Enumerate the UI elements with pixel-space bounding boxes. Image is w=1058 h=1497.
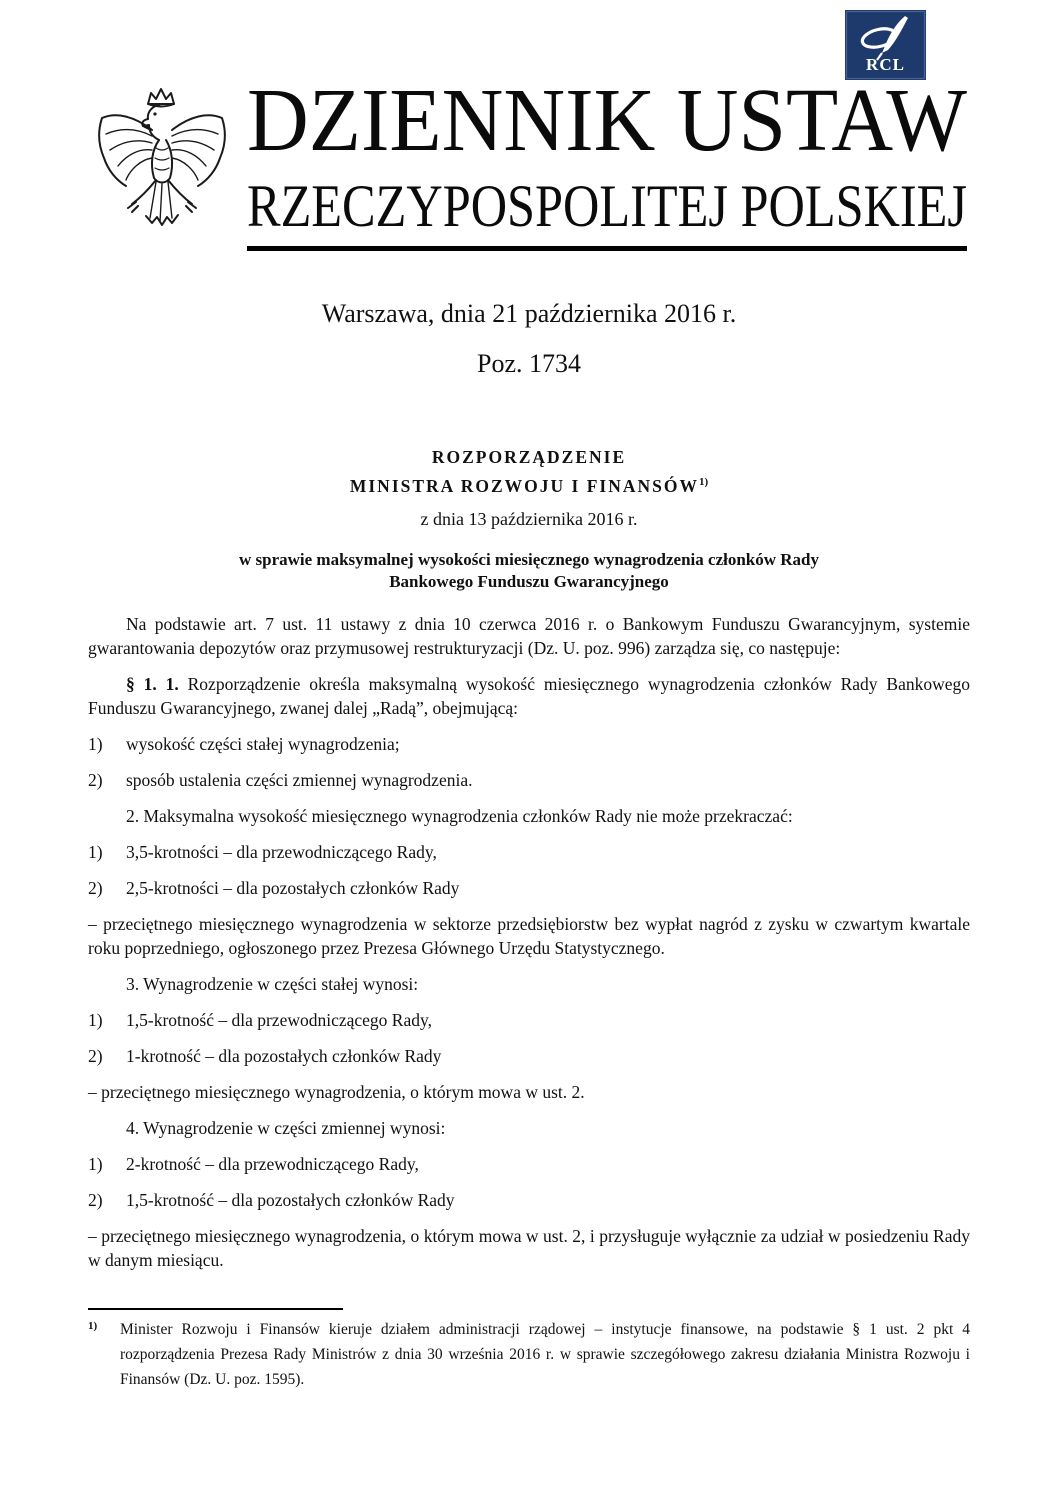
list-item <box>88 1008 970 1032</box>
polish-eagle-icon <box>92 86 232 252</box>
paragraph-1-text: Rozporządzenie określa maksymalną wysokość miesięcznego wynagrodzenia członków Rady Bankowego Funduszu Gwarancyjnego, zwanej dalej „Radą”, obejmującą: <box>88 673 971 718</box>
paragraph-1-label: § 1. 1. <box>126 673 179 694</box>
list-item-number: 1) <box>88 1153 103 1174</box>
act-type-heading: ROZPORZĄDZENIE <box>431 447 627 467</box>
footnote-marker: 1) <box>88 1320 98 1332</box>
footnote <box>88 1317 970 1392</box>
footnote-text: Minister Rozwoju i Finansów kieruje działem administracji rządowej – instytucje finansowe, na podstawie § 1 ust. 2 pkt 4 rozporządzenia Prezesa Rady Ministrów z dnia 30 września 2016 r. w sprawie szczegółowego zakresu działania Ministra Rozwoju i Finansów (Dz. U. poz. 1595). <box>120 1321 970 1388</box>
tiret-ust2: – przeciętnego miesięcznego wynagrodzenia w sektorze przedsiębiorstw bez wypłat nagród z zysku w czwartym kwartale roku poprzedniego, ogłoszonego przez Prezesa Głównego Urzędu Statystycznego. <box>88 913 970 958</box>
list-item-text: 1,5-krotność – dla pozostałych członków Rady <box>126 1189 455 1210</box>
list-item <box>88 1152 970 1176</box>
list-item-text: 1,5-krotność – dla przewodniczącego Rady, <box>126 1009 432 1030</box>
act-subject-line2: Bankowego Funduszu Gwarancyjnego <box>389 571 669 591</box>
list-item-text: wysokość części stałej wynagrodzenia; <box>126 733 400 754</box>
paragraph-ust2: 2. Maksymalna wysokość miesięcznego wynagrodzenia członków Rady nie może przekraczać: <box>126 805 793 826</box>
act-date: z dnia 13 października 2016 r. <box>420 508 638 529</box>
list-item-number: 2) <box>88 769 103 790</box>
list-item-text: sposób ustalenia części zmiennej wynagrodzenia. <box>126 769 473 790</box>
masthead <box>0 0 1058 251</box>
list-item <box>88 768 970 792</box>
list-item-number: 2) <box>88 1189 103 1210</box>
list-item-text: 3,5-krotności – dla przewodniczącego Rady, <box>126 841 437 862</box>
tiret-ust4: – przeciętnego miesięcznego wynagrodzenia, o którym mowa w ust. 2, i przysługuje wyłącznie za udział w posiedzeniu Rady w danym miesiącu. <box>88 1225 970 1270</box>
journal-title <box>247 71 968 170</box>
footnote-divider <box>88 1308 343 1310</box>
act-body <box>88 612 970 1272</box>
rcl-badge-text: RCL <box>866 55 905 74</box>
paragraph-ust3: 3. Wynagrodzenie w części stałej wynosi: <box>126 973 419 994</box>
journal-title-text: DZIENNIK USTAW <box>247 71 968 170</box>
list-item-number: 1) <box>88 733 103 754</box>
paragraph-1 <box>88 672 970 720</box>
list-item <box>88 840 970 864</box>
list-item <box>88 732 970 756</box>
footnote-block <box>88 1308 970 1392</box>
masthead-divider <box>247 246 967 251</box>
act-issuer-text: MINISTRA ROZWOJU I FINANSÓW <box>349 475 699 496</box>
journal-title-block <box>247 71 968 239</box>
rcl-logo <box>845 10 926 80</box>
dateline: Warszawa, dnia 21 października 2016 r. <box>321 299 737 328</box>
list-item-number: 2) <box>88 1045 103 1066</box>
act-issuer-heading <box>0 470 1058 499</box>
paragraph-intro: Na podstawie art. 7 ust. 11 ustawy z dnia 10 czerwca 2016 r. o Bankowym Funduszu Gwarancyjnym, systemie gwarantowania depozytów oraz przymusowej restrukturyzacji (Dz. U. poz. 996) zarządza się, co następuje: <box>88 613 970 658</box>
act-subject-line1: w sprawie maksymalnej wysokości miesięcznego wynagrodzenia członków Rady <box>238 549 820 569</box>
journal-subtitle-text: RZECZYPOSPOLITEJ POLSKIEJ <box>247 173 967 239</box>
paragraph-ust4: 4. Wynagrodzenie w części zmiennej wynosi: <box>126 1117 446 1138</box>
list-item-text: 2,5-krotności – dla pozostałych członków Rady <box>126 877 460 898</box>
list-item-number: 1) <box>88 841 103 862</box>
act-subject <box>0 549 1058 593</box>
list-item <box>88 876 970 900</box>
list-item <box>88 1188 970 1212</box>
list-item-number: 2) <box>88 877 103 898</box>
list-item-number: 1) <box>88 1009 103 1030</box>
list-item-text: 1-krotność – dla pozostałych członków Rady <box>126 1045 442 1066</box>
footnote-reference: 1) <box>698 476 709 488</box>
tiret-ust3: – przeciętnego miesięcznego wynagrodzenia, o którym mowa w ust. 2. <box>88 1081 585 1102</box>
journal-subtitle <box>247 173 967 239</box>
list-item-text: 2-krotność – dla przewodniczącego Rady, <box>126 1153 419 1174</box>
position-number: Poz. 1734 <box>477 349 581 378</box>
list-item <box>88 1044 970 1068</box>
